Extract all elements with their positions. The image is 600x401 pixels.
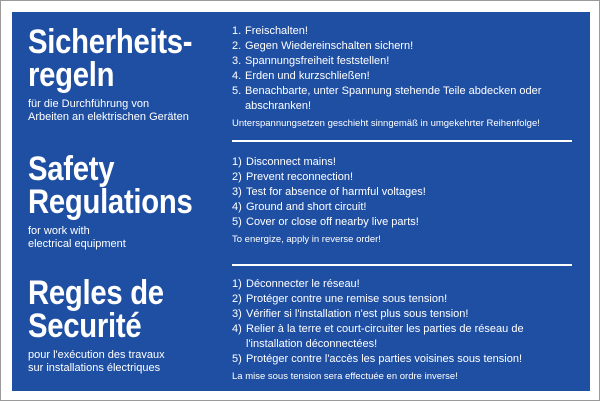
rule-number: 3)	[232, 186, 242, 198]
rule-text: Disconnect mains!	[246, 156, 336, 168]
section-german-subtitle-line-1: für die Durchführung von	[28, 98, 150, 110]
rule-text: Freischalten!	[245, 25, 308, 37]
rule-number: 4)	[232, 201, 242, 213]
section-french-subtitle	[28, 349, 228, 375]
section-french-rules	[232, 277, 582, 383]
rule-text: Prevent reconnection!	[246, 171, 354, 183]
rule-item	[232, 155, 582, 170]
rule-item	[232, 200, 582, 215]
rule-item	[232, 215, 582, 230]
rule-number: 4)	[232, 323, 242, 335]
rule-number: 5)	[232, 216, 242, 228]
section-french-title-line-1: Regles de	[28, 274, 164, 312]
section-divider	[232, 140, 572, 142]
rule-text: Gegen Wiedereinschalten sichern!	[245, 40, 414, 52]
rule-text: Benachbarte, unter Spannung stehende Teile abdecken oder abschranken!	[245, 85, 542, 112]
rule-item	[232, 185, 582, 200]
section-french-subtitle-line-2: sur installations électriques	[28, 362, 161, 374]
section-french-title-block	[28, 274, 228, 375]
section-german-subtitle-line-2: Arbeiten an elektrischen Geräten	[28, 111, 189, 123]
rule-item	[232, 69, 582, 84]
rule-item	[232, 84, 582, 114]
rule-text: Cover or close off nearby live parts!	[246, 216, 419, 228]
section-english-subtitle-line-1: for work with	[28, 225, 90, 237]
rule-number: 2.	[232, 40, 242, 52]
rule-item	[232, 292, 582, 307]
rule-item	[232, 322, 582, 352]
section-english-subtitle	[28, 225, 228, 251]
rule-text: Ground and short circuit!	[246, 201, 367, 213]
rule-text: Relier à la terre et court-circuiter les parties de réseau de l'installation déconnectées!	[246, 323, 524, 350]
rule-number: 2)	[232, 293, 242, 305]
rule-number: 4.	[232, 70, 242, 82]
rule-text: Protéger contre une remise sous tension!	[246, 293, 448, 305]
rule-number: 5.	[232, 85, 242, 97]
section-german-title-line-2: regeln	[28, 56, 115, 94]
section-divider	[232, 264, 572, 266]
rule-number: 1.	[232, 25, 242, 37]
rule-number: 1)	[232, 156, 242, 168]
rule-text: Déconnecter le réseau!	[246, 278, 360, 290]
rule-text: Erden und kurzschließen!	[245, 70, 370, 82]
rule-text: Protéger contre l'accès les parties voisines sous tension!	[246, 353, 523, 365]
section-english-title-block	[28, 150, 228, 251]
section-german-title-block	[28, 23, 228, 124]
rule-number: 1)	[232, 278, 242, 290]
section-french-title-line-2: Securité	[28, 307, 142, 345]
section-english-title-line-2: Regulations	[28, 183, 193, 221]
rule-number: 5)	[232, 353, 242, 365]
rule-text: Test for absence of harmful voltages!	[246, 186, 426, 198]
rule-item	[232, 307, 582, 322]
rule-number: 3.	[232, 55, 242, 67]
rule-number: 3)	[232, 308, 242, 320]
section-german-title-line-1: Sicherheits-	[28, 23, 193, 61]
section-english-title-line-1: Safety	[28, 150, 115, 188]
rule-text: Spannungsfreiheit feststellen!	[245, 55, 390, 67]
section-english-rules	[232, 155, 582, 246]
rule-item	[232, 277, 582, 292]
section-german-rules	[232, 24, 582, 130]
rule-item	[232, 352, 582, 367]
section-french-subtitle-line-1: pour l'exécution des travaux	[28, 349, 165, 361]
rule-item	[232, 170, 582, 185]
section-french-note: La mise sous tension sera effectuée en ordre inverse!	[232, 371, 458, 382]
section-english-note: To energize, apply in reverse order!	[232, 234, 381, 245]
section-english-subtitle-line-2: electrical equipment	[28, 238, 126, 250]
rule-item	[232, 39, 582, 54]
rule-item	[232, 54, 582, 69]
section-german-subtitle	[28, 98, 228, 124]
rule-item	[232, 24, 582, 39]
rule-number: 2)	[232, 171, 242, 183]
sign-panel	[12, 12, 590, 391]
rule-text: Vérifier si l'installation n'est plus sous tension!	[246, 308, 469, 320]
section-german-note: Unterspannungsetzen geschieht sinngemäß in umgekehrter Reihenfolge!	[232, 118, 540, 129]
